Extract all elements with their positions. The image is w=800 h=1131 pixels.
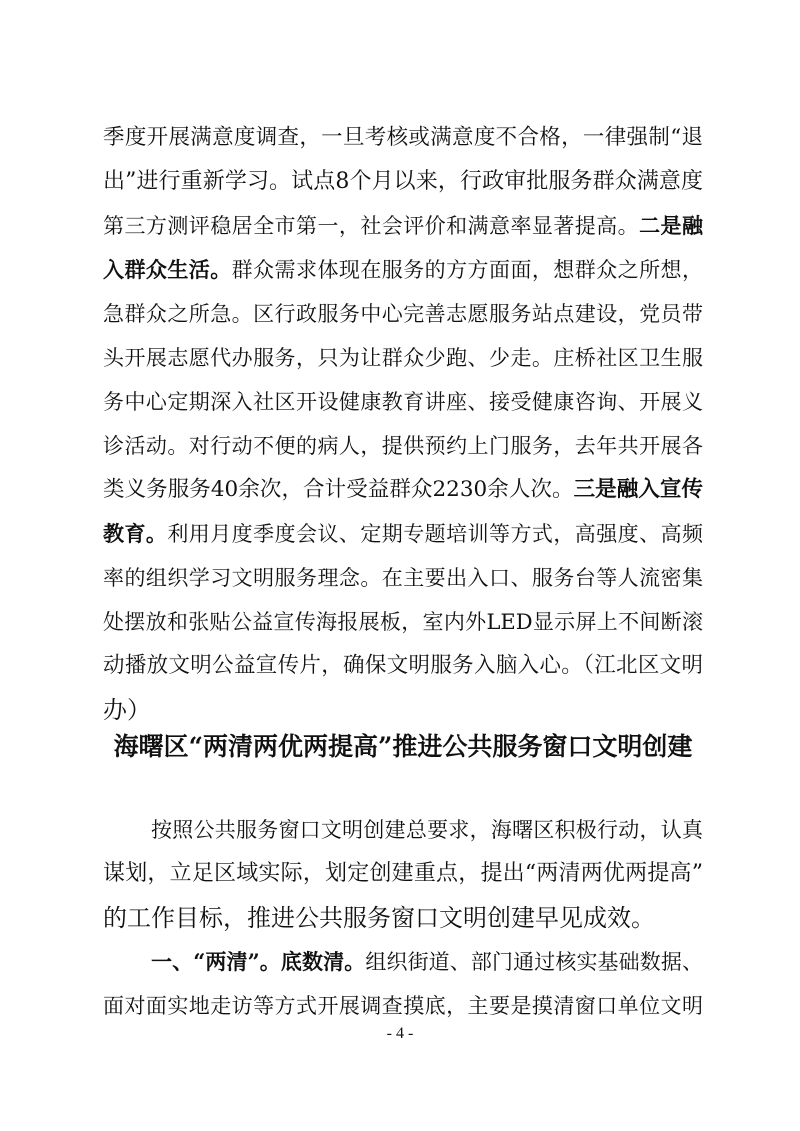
text-line: 办）	[103, 696, 151, 724]
text-line: 谋划，立足区域实际，划定创建重点，提出“两清两优两提高”	[103, 861, 703, 886]
text-line: 率的组织学习文明服务理念。在主要出入口、服务台等人流密集	[103, 566, 703, 590]
text-line: 按照公共服务窗口文明创建总要求，海曙区积极行动，认真	[151, 818, 703, 842]
text-line: 面对面实地走访等方式开展调查摸底，主要是摸清窗口单位文明	[103, 994, 703, 1018]
text-line: 的工作目标，推进公共服务窗口文明创建早见成效。	[103, 904, 655, 932]
text-line: 入群众生活。群众需求体现在服务的方方面面，想群众之所想，	[103, 257, 704, 282]
text-line: 务中心定期深入社区开设健康教育讲座、接受健康咨询、开展义	[103, 390, 703, 414]
text-line: 头开展志愿代办服务，只为让群众少跑、少走。庄桥社区卫生服	[103, 346, 703, 370]
text-line: 教育。利用月度季度会议、定期专题培训等方式，高强度、高频	[103, 521, 704, 546]
article-title: 海曙区“两清两优两提高”推进公共服务窗口文明创建	[113, 732, 693, 761]
text-line: 第三方测评稳居全市第一，社会评价和满意率显著提高。二是融	[103, 213, 703, 238]
text-line: 急群众之所急。区行政服务中心完善志愿服务站点建设，党员带	[103, 302, 703, 326]
text-line: 动播放文明公益宣传片，确保文明服务入脑入心。（江北区文明	[103, 653, 703, 678]
page-number: - 4 -	[386, 1025, 414, 1042]
text-line: 季度开展满意度调查，一旦考核或满意度不合格，一律强制“退	[103, 125, 703, 150]
text-line: 处摆放和张贴公益宣传海报展板，室内外LED显示屏上不间断滚	[103, 610, 703, 634]
text-line: 类义务服务40余次，合计受益群众2230余人次。三是融入宣传	[103, 477, 703, 502]
text-line: 诊活动。对行动不便的病人，提供预约上门服务，去年共开展各	[103, 434, 703, 458]
section-heading-line: 一、“两清”。底数清。组织街道、部门通过核实基础数据、	[151, 949, 703, 974]
text-line: 出”进行重新学习。试点8个月以来，行政审批服务群众满意度	[103, 169, 703, 194]
